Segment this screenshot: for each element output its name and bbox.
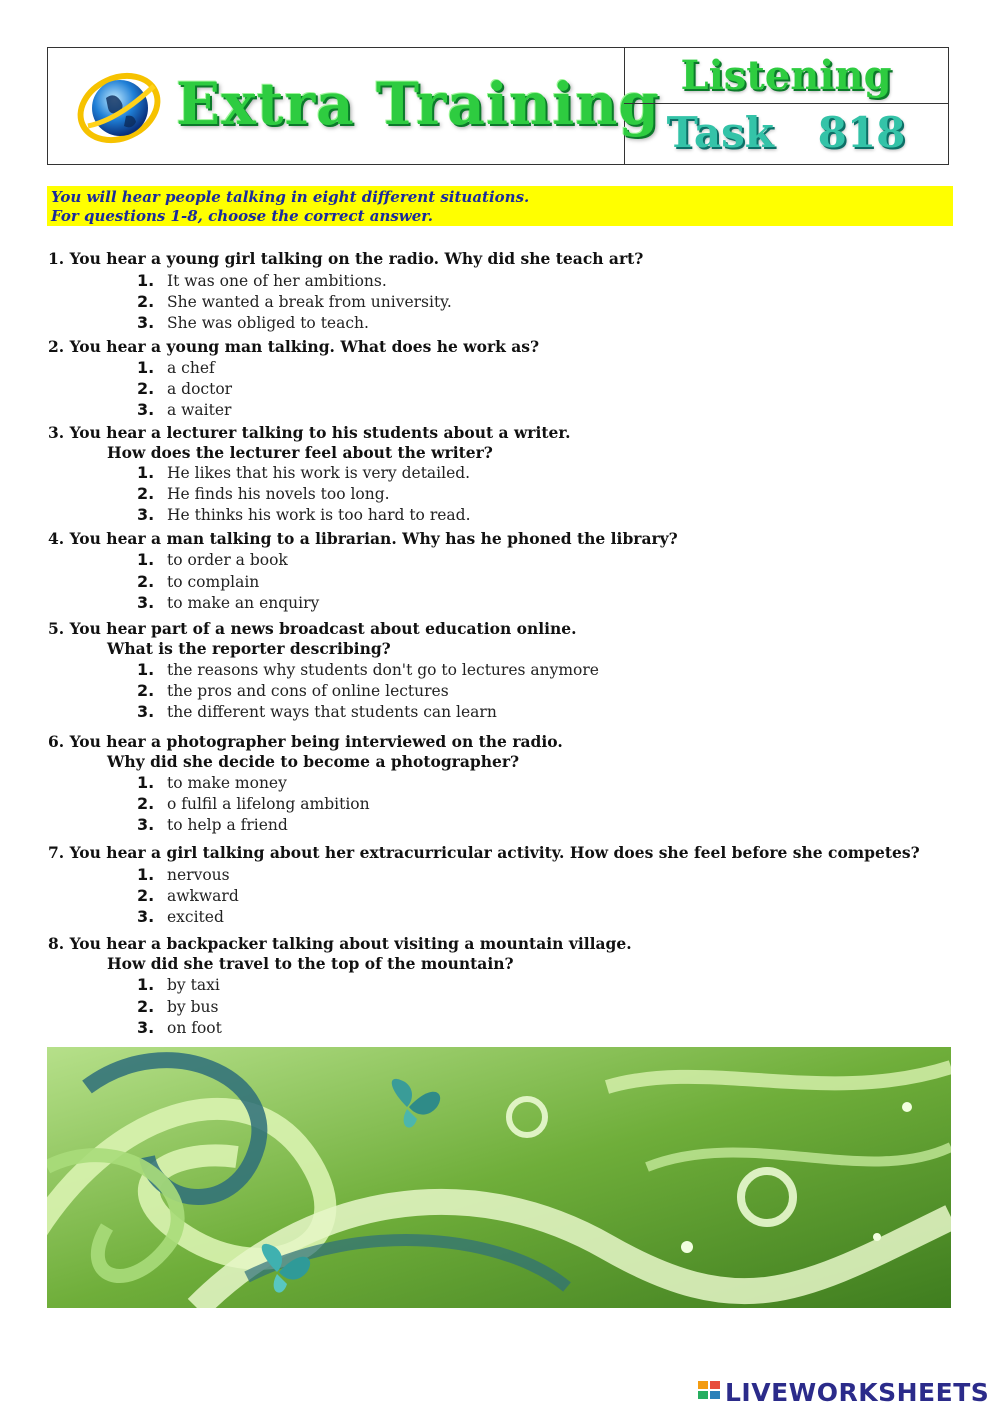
- option-text: He thinks his work is too hard to read.: [167, 506, 471, 524]
- option-1-1[interactable]: [137, 270, 387, 292]
- question-text: 8. You hear a backpacker talking about visiting a mountain village.: [48, 934, 632, 953]
- swirl-illustration: [47, 1047, 951, 1308]
- option-number: 1.: [137, 865, 155, 884]
- question-text: 2. You hear a young man talking. What does he work as?: [48, 337, 540, 356]
- option-8-3[interactable]: [137, 1017, 222, 1039]
- question-text: 6. You hear a photographer being interviewed on the radio.: [48, 732, 563, 751]
- header-brand-cell: [48, 48, 660, 164]
- option-7-1[interactable]: [137, 864, 230, 886]
- option-text: She wanted a break from university.: [167, 293, 452, 311]
- decorative-banner: [47, 1047, 951, 1308]
- option-2-2[interactable]: [137, 378, 232, 400]
- option-number: 3.: [137, 593, 155, 612]
- globe-icon: [76, 68, 162, 148]
- question-text-line2: How did she travel to the top of the mountain?: [107, 954, 514, 973]
- option-5-3[interactable]: [137, 701, 497, 723]
- option-number: 2.: [137, 681, 155, 700]
- option-2-1[interactable]: [137, 357, 215, 379]
- question-text: 7. You hear a girl talking about her extracurricular activity. How does she feel before she competes?: [48, 843, 920, 862]
- option-text: excited: [167, 908, 224, 926]
- question-text: 1. You hear a young girl talking on the radio. Why did she teach art?: [48, 249, 644, 268]
- option-number: 1.: [137, 358, 155, 377]
- section-title: Listening: [680, 52, 892, 99]
- option-number: 2.: [137, 379, 155, 398]
- option-number: 1.: [137, 660, 155, 679]
- option-text: to make money: [167, 774, 287, 792]
- option-text: to make an enquiry: [167, 594, 320, 612]
- liveworksheets-logo: [698, 1378, 990, 1408]
- option-number: 1.: [137, 463, 155, 482]
- option-number: 2.: [137, 572, 155, 591]
- footer-brand: LIVEWORKSHEETS: [725, 1378, 990, 1407]
- option-number: 3.: [137, 1018, 155, 1037]
- option-text: by bus: [167, 998, 219, 1016]
- option-text: o fulfil a lifelong ambition: [167, 795, 370, 813]
- option-number: 1.: [137, 550, 155, 569]
- option-4-2[interactable]: [137, 571, 259, 593]
- task-cell: [624, 104, 948, 164]
- option-text: on foot: [167, 1019, 222, 1037]
- option-text: the pros and cons of online lectures: [167, 682, 449, 700]
- question-3: [48, 423, 571, 463]
- option-number: 1.: [137, 975, 155, 994]
- option-text: the reasons why students don't go to lectures anymore: [167, 661, 599, 679]
- header-box: [47, 47, 949, 165]
- option-5-1[interactable]: [137, 659, 599, 681]
- option-3-2[interactable]: [137, 483, 390, 505]
- task-number: Task 818: [666, 108, 906, 157]
- option-5-2[interactable]: [137, 680, 449, 702]
- option-6-3[interactable]: [137, 814, 288, 836]
- option-number: 3.: [137, 907, 155, 926]
- option-number: 2.: [137, 292, 155, 311]
- option-8-2[interactable]: [137, 996, 218, 1018]
- option-number: 3.: [137, 313, 155, 332]
- option-text: He likes that his work is very detailed.: [167, 464, 471, 482]
- option-number: 3.: [137, 702, 155, 721]
- question-7: [48, 843, 920, 863]
- option-text: the different ways that students can learn: [167, 703, 497, 721]
- brand-title: Extra Training: [176, 70, 660, 138]
- liveworksheets-icon: [698, 1378, 722, 1408]
- option-text: a doctor: [167, 380, 233, 398]
- header-task-cell: [624, 48, 948, 164]
- question-2: [48, 337, 539, 357]
- question-text: 3. You hear a lecturer talking to his students about a writer.: [48, 423, 571, 442]
- option-3-3[interactable]: [137, 504, 471, 526]
- question-text-line2: How does the lecturer feel about the writer?: [107, 443, 493, 462]
- option-2-3[interactable]: [137, 399, 231, 421]
- option-text: a waiter: [167, 401, 232, 419]
- option-text: to order a book: [167, 551, 288, 569]
- instruction-line: You will hear people talking in eight different situations.: [51, 188, 530, 206]
- question-8: [48, 934, 632, 974]
- section-cell: [624, 48, 948, 104]
- option-7-3[interactable]: [137, 906, 224, 928]
- option-number: 3.: [137, 815, 155, 834]
- option-text: She was obliged to teach.: [167, 314, 369, 332]
- option-text: to help a friend: [167, 816, 288, 834]
- option-number: 2.: [137, 794, 155, 813]
- option-4-3[interactable]: [137, 592, 319, 614]
- option-text: by taxi: [167, 976, 220, 994]
- option-text: awkward: [167, 887, 239, 905]
- question-4: [48, 529, 678, 549]
- option-1-3[interactable]: [137, 312, 369, 334]
- option-text: to complain: [167, 573, 260, 591]
- option-1-2[interactable]: [137, 291, 452, 313]
- option-3-1[interactable]: [137, 462, 470, 484]
- instruction-line: For questions 1-8, choose the correct answer.: [51, 207, 433, 225]
- instructions-box: [47, 186, 953, 226]
- option-number: 2.: [137, 886, 155, 905]
- option-text: a chef: [167, 359, 215, 377]
- option-text: nervous: [167, 866, 230, 884]
- option-7-2[interactable]: [137, 885, 239, 907]
- option-text: It was one of her ambitions.: [167, 272, 387, 290]
- option-number: 1.: [137, 271, 155, 290]
- question-1: [48, 249, 643, 269]
- option-6-1[interactable]: [137, 772, 287, 794]
- option-text: He finds his novels too long.: [167, 485, 390, 503]
- option-number: 3.: [137, 400, 155, 419]
- option-4-1[interactable]: [137, 549, 288, 571]
- question-text: 4. You hear a man talking to a librarian. Why has he phoned the library?: [48, 529, 678, 548]
- option-number: 2.: [137, 484, 155, 503]
- question-text: 5. You hear part of a news broadcast about education online.: [48, 619, 577, 638]
- question-6: [48, 732, 563, 772]
- option-number: 2.: [137, 997, 155, 1016]
- option-number: 1.: [137, 773, 155, 792]
- question-text-line2: What is the reporter describing?: [107, 639, 391, 658]
- question-5: [48, 619, 577, 659]
- option-number: 3.: [137, 505, 155, 524]
- option-6-2[interactable]: [137, 793, 370, 815]
- question-text-line2: Why did she decide to become a photographer?: [107, 752, 520, 771]
- option-8-1[interactable]: [137, 974, 220, 996]
